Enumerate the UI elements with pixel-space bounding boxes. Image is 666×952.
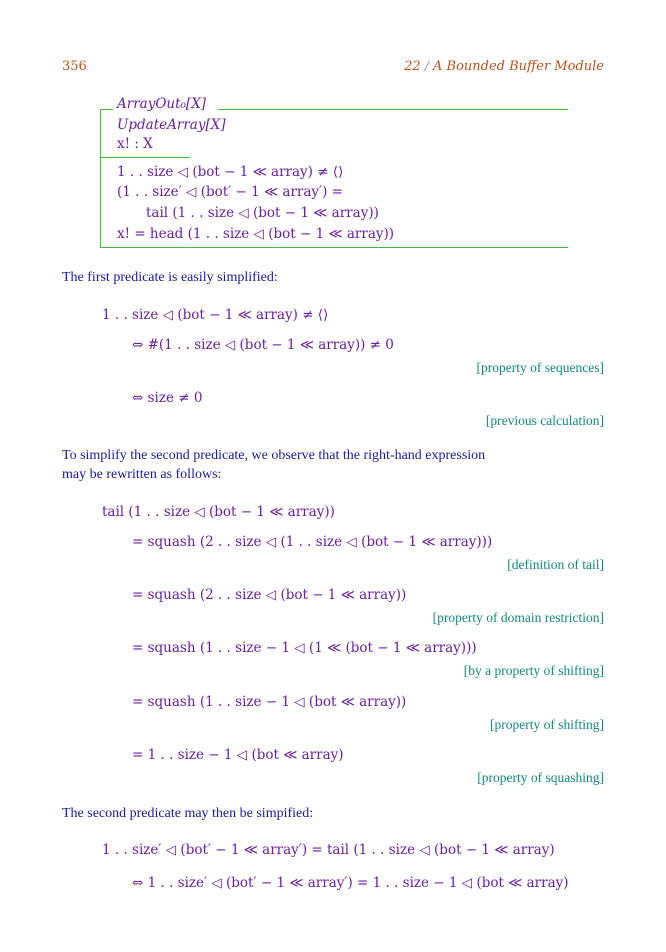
justification: [property of sequences] xyxy=(476,360,604,375)
header-separator: / xyxy=(424,59,430,74)
running-title xyxy=(404,59,604,74)
chapter-number: 22 xyxy=(404,59,421,74)
derivation-step: = squash (2 . . size ◁ (1 . . size ◁ (bot − 1 ≪ array))) xyxy=(132,534,493,550)
schema-bottom-rule xyxy=(100,247,568,248)
schema-predicate: x! = head (1 . . size ◁ (bot − 1 ≪ array)) xyxy=(117,226,395,242)
justification: [property of shifting] xyxy=(490,717,604,732)
derivation-start: 1 . . size ◁ (bot − 1 ≪ array) ≠ ⟨⟩ xyxy=(102,307,329,323)
justification: [previous calculation] xyxy=(485,413,604,428)
schema-declaration: UpdateArray[X] xyxy=(117,117,226,133)
schema-declaration: x! : X xyxy=(117,136,153,152)
derivation-step: ⇔ size ≠ 0 xyxy=(132,390,203,406)
derivation-step: = squash (1 . . size − 1 ◁ (1 ≪ (bot − 1 ≪ array))) xyxy=(132,640,477,656)
derivation-start: 1 . . size′ ◁ (bot′ − 1 ≪ array′) = tail (1 . . size ◁ (bot − 1 ≪ array) xyxy=(102,842,555,858)
justification: [definition of tail] xyxy=(507,557,604,572)
schema-top-rule-right xyxy=(218,109,568,110)
derivation-step: = 1 . . size − 1 ◁ (bot ≪ array) xyxy=(132,747,344,763)
schema-predicate: (1 . . size′ ◁ (bot′ − 1 ≪ array′) = xyxy=(117,184,343,200)
schema-box xyxy=(100,96,568,248)
schema-predicate: tail (1 . . size ◁ (bot − 1 ≪ array)) xyxy=(146,205,379,221)
paragraph: The second predicate may then be simpified: xyxy=(62,806,314,821)
schema-divider xyxy=(100,157,190,158)
page-number: 356 xyxy=(62,59,87,74)
paragraph: The first predicate is easily simplified: xyxy=(62,270,278,285)
schema-left-rule xyxy=(100,109,101,248)
paragraph-line: may be rewritten as follows: xyxy=(62,467,222,482)
schema-predicate: 1 . . size ◁ (bot − 1 ≪ array) ≠ ⟨⟩ xyxy=(117,164,344,180)
derivation-step: ⇔ #(1 . . size ◁ (bot − 1 ≪ array)) ≠ 0 xyxy=(132,337,394,353)
justification: [property of squashing] xyxy=(477,770,604,785)
chapter-title: A Bounded Buffer Module xyxy=(433,59,604,74)
derivation-step: ⇔ 1 . . size′ ◁ (bot′ − 1 ≪ array′) = 1 . . size − 1 ◁ (bot ≪ array) xyxy=(132,875,569,891)
schema-name: ArrayOut₀[X] xyxy=(117,96,207,112)
justification: [by a property of shifting] xyxy=(463,663,604,678)
schema-top-rule-left xyxy=(100,109,113,110)
derivation-step: = squash (1 . . size − 1 ◁ (bot ≪ array)) xyxy=(132,694,407,710)
derivation-step: = squash (2 . . size ◁ (bot − 1 ≪ array)) xyxy=(132,587,407,603)
derivation-start: tail (1 . . size ◁ (bot − 1 ≪ array)) xyxy=(102,504,335,520)
justification: [property of domain restriction] xyxy=(432,610,604,625)
paragraph-line: To simplify the second predicate, we observe that the right-hand expression xyxy=(62,448,486,463)
